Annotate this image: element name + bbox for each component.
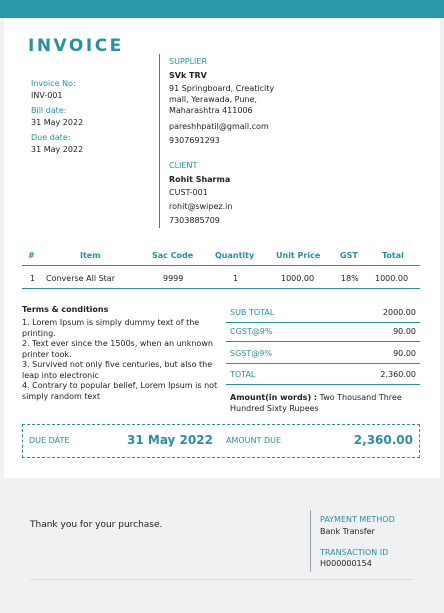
col-header-quantity: Quantity <box>215 251 255 260</box>
footer-divider <box>310 510 311 572</box>
invoice-no-label: Invoice No: <box>31 79 76 88</box>
sgst-row <box>226 344 420 364</box>
invoice-no: INV-001 <box>31 91 63 100</box>
col-header-gst: GST <box>340 251 358 260</box>
client-id: CUST-001 <box>169 188 208 197</box>
row-total: 1000.00 <box>375 274 409 283</box>
terms-item: 3. Survived not only five centuries, but also the leap into electronic <box>22 360 213 380</box>
terms-item: 1. Lorem Ipsum is simply dummy text of the printing. <box>22 318 200 338</box>
bill-date-label: Bill date: <box>31 106 67 115</box>
cgst-value: 90.00 <box>393 327 416 336</box>
sgst-value: 90.00 <box>393 349 416 358</box>
terms-title: Terms & conditions <box>22 305 109 314</box>
supplier-address-line: mall, Yerawada, Pune, <box>169 95 257 104</box>
thank-you-message: Thank you for your purchase. <box>30 520 163 530</box>
invoice-title: INVOICE <box>28 36 124 56</box>
client-label: CLIENT <box>169 161 198 170</box>
row-unit-price: 1000.00 <box>281 274 315 283</box>
supplier-name: SVk TRV <box>169 71 207 80</box>
supplier-phone: 9307691293 <box>169 136 220 145</box>
total-label: TOTAL <box>230 370 256 379</box>
row-gst: 18% <box>341 274 359 283</box>
col-header-number: # <box>28 251 35 260</box>
amount-in-words <box>230 392 422 414</box>
subtotal-row <box>226 303 420 323</box>
subtotal-label: SUB TOTAL <box>230 308 275 317</box>
bill-date: 31 May 2022 <box>31 118 84 127</box>
client-email: rohit@swipez.in <box>169 202 233 211</box>
top-accent-bar <box>0 0 444 18</box>
due-summary-box <box>22 424 420 458</box>
col-header-unit-price: Unit Price <box>276 251 321 260</box>
row-number: 1 <box>30 274 36 283</box>
supplier-address-line: Maharashtra 411006 <box>169 106 253 115</box>
row-quantity: 1 <box>233 274 239 283</box>
header-divider <box>159 54 160 228</box>
client-phone: 7303885709 <box>169 216 220 225</box>
total-value: 2,360.00 <box>380 370 416 379</box>
amount-due-value: 2,360.00 <box>353 433 413 447</box>
terms-item: 2. Text ever since the 1500s, when an unknown printer took. <box>22 339 213 359</box>
col-header-item: Item <box>80 251 101 260</box>
amount-due-label: AMOUNT DUE <box>226 436 282 445</box>
subtotal-value: 2000.00 <box>382 308 416 317</box>
due-date-label: Due date: <box>31 133 71 142</box>
cgst-label: CGST@9% <box>230 327 273 336</box>
table-row <box>22 269 420 289</box>
payment-method-value: Bank Transfer <box>320 527 375 536</box>
supplier-label: SUPPLIER <box>169 57 208 66</box>
row-sac-code: 9999 <box>163 274 184 283</box>
transaction-id-label: TRANSACTION ID <box>320 548 389 557</box>
payment-method-label: PAYMENT METHOD <box>320 515 395 524</box>
col-header-sac-code: Sac Code <box>152 251 194 260</box>
row-item: Converse All Star <box>46 274 115 283</box>
cgst-row <box>226 322 420 342</box>
terms-item: 4. Contrary to popular belief, Lorem Ipsum is not simply random text <box>22 381 218 401</box>
supplier-email: pareshhpatil@gmail.com <box>169 122 269 131</box>
amount-words-label: Amount(in words) : <box>230 393 318 402</box>
supplier-address-line: 91 Springboard, Creaticity <box>169 84 275 93</box>
transaction-id-value: H000000154 <box>320 559 372 568</box>
amount-words-value: Two Thousand Three Hundred Sixty Rupees <box>230 393 402 413</box>
due-date: 31 May 2022 <box>31 145 84 154</box>
sgst-label: SGST@9% <box>230 349 272 358</box>
total-row <box>226 365 420 385</box>
invoice-footer <box>30 478 414 580</box>
due-date-box-label: DUE DATE <box>29 436 70 445</box>
terms-list <box>22 318 220 402</box>
col-header-total: Total <box>382 251 404 260</box>
client-name: Rohit Sharma <box>169 175 231 184</box>
items-table-header <box>22 246 420 266</box>
due-date-box-value: 31 May 2022 <box>127 433 213 447</box>
